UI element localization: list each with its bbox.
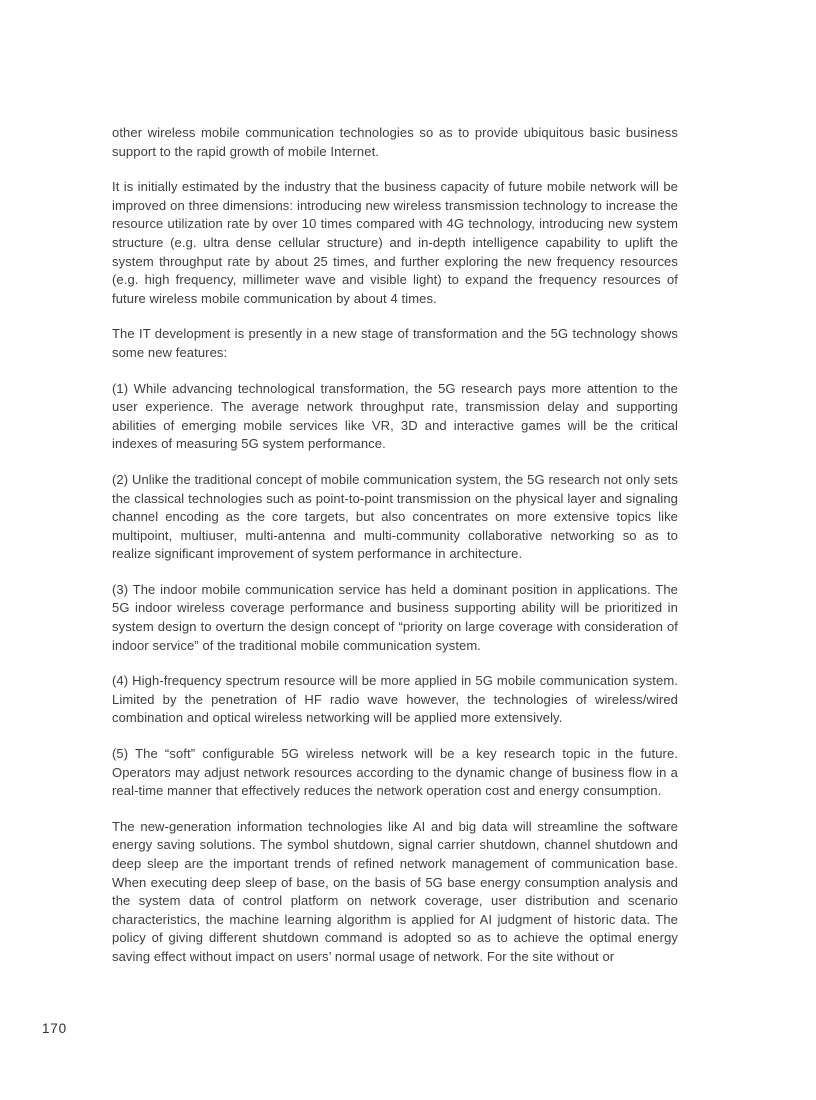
paragraph-ai-energy-saving: The new-generation information technologies like AI and big data will streamline the software energy saving solutions. The symbol shutdown, signal carrier shutdown, channel shutdown and deep sleep are the important trends of refined network management of communication base. When executing deep sleep of base, on the basis of 5G base energy consumption analysis and the system data of control platform on network coverage, user distribution and scenario characteristics, the machine learning algorithm is applied for AI judgment of historic data. The policy of giving different shutdown command is adopted so as to achieve the optimal energy saving effect without impact on users’ normal usage of network. For the site without or (112, 818, 678, 964)
paragraph-continuation: other wireless mobile communication technologies so as to provide ubiquitous basic business support to the rapid growth of mobile Internet. (112, 125, 678, 159)
paragraph-feature-2: (2) Unlike the traditional concept of mobile communication system, the 5G research not only sets the classical technologies such as point-to-point transmission on the physical layer and signaling channel encoding as the core targets, but also concentrates on more extensive topics like multipoint, multiuser, multi-antenna and multi-community collaborative networking so as to realize significant improvement of system performance in architecture. (112, 471, 678, 562)
page-body-text (112, 124, 678, 967)
paragraph-three-dimensions: It is initially estimated by the industry that the business capacity of future mobile network will be improved on three dimensions: introducing new wireless transmission technology to increase the resource utilization rate by over 10 times compared with 4G technology, introducing new system structure (e.g. ultra dense cellular structure) and in-depth intelligence capability to uplift the system throughput rate by about 25 times, and further exploring the new frequency resources (e.g. high frequency, millimeter wave and visible light) to expand the frequency resources of future wireless mobile communication by about 4 times. (112, 179, 678, 306)
paragraph-it-development: The IT development is presently in a new stage of transformation and the 5G technology shows some new features: (112, 326, 678, 360)
paragraph-feature-4: (4) High-frequency spectrum resource will be more applied in 5G mobile communication system. Limited by the penetration of HF radio wave however, the technologies of wireless/wired combination and optical wireless networking will be applied more extensively. (112, 673, 678, 726)
paragraph-feature-5: (5) The “soft” configurable 5G wireless network will be a key research topic in the future. Operators may adjust network resources according to the dynamic change of business flow in a real-time manner that effectively reduces the network operation cost and energy consumption. (112, 746, 678, 799)
page-number: 170 (42, 1021, 67, 1036)
paragraph-feature-3: (3) The indoor mobile communication service has held a dominant position in applications. The 5G indoor wireless coverage performance and business supporting ability will be prioritized in system design to overturn the design concept of “priority on large coverage with consideration of indoor service” of the traditional mobile communication system. (112, 581, 678, 653)
paragraph-feature-1: (1) While advancing technological transformation, the 5G research pays more attention to the user experience. The average network throughput rate, transmission delay and supporting abilities of emerging mobile services like VR, 3D and interactive games will be the critical indexes of measuring 5G system performance. (112, 380, 678, 452)
